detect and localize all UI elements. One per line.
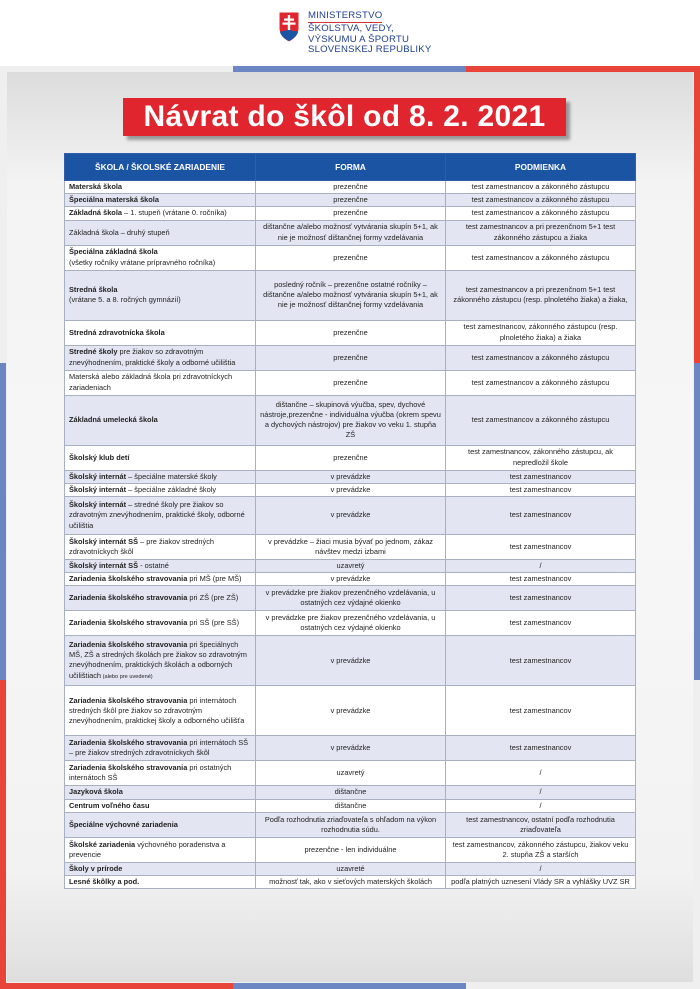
page-header [0, 0, 700, 66]
table-row [65, 736, 636, 761]
column-header-podmienka: PODMIENKA [446, 154, 636, 181]
cell-school: Materská alebo základná škola pri zdravotníckych zariadeniach [65, 370, 256, 395]
table-row [65, 837, 636, 862]
table-body [65, 181, 636, 889]
cell-podmienka: test zamestnancov a zákonného zástupcu [446, 245, 636, 270]
ministry-line-3: VÝSKUMU A ŠPORTU [308, 33, 410, 45]
cell-forma: prezenčne [256, 194, 446, 207]
column-header-school: ŠKOLA / ŠKOLSKÉ ZARIADENIE [65, 154, 256, 181]
cell-podmienka: podľa platných uznesení Vlády SR a vyhlášky UVZ SR [446, 876, 636, 889]
decor-bar-top-blue [233, 66, 466, 72]
decor-bar-right-red [694, 66, 700, 363]
table-row [65, 799, 636, 812]
table-row [65, 686, 636, 736]
ministry-logo [278, 11, 431, 56]
cell-podmienka: test zamestnancov, zákonného zástupcu (resp. plnoletého žiaka) a žiaka [446, 320, 636, 345]
table-header-row [65, 154, 636, 181]
cell-forma: prezenčne [256, 445, 446, 470]
cell-forma: v prevádzke [256, 686, 446, 736]
cell-school: Zariadenia školského stravovania pri MŠ (pre MŠ) [65, 573, 256, 586]
cell-school: Stredné školy pre žiakov so zdravotným znevýhodnením, praktické školy a odborné učilištia [65, 345, 256, 370]
cell-podmienka: test zamestnancov [446, 686, 636, 736]
table-row [65, 194, 636, 207]
cell-forma: prezenčne - len individuálne [256, 837, 446, 862]
cell-forma: uzavreté [256, 862, 446, 875]
table-row [65, 220, 636, 245]
cell-school: Školský internát SŠ – pre žiakov stredných zdravotníckych škôl [65, 535, 256, 560]
table-row [65, 535, 636, 560]
cell-podmienka: test zamestnancov a zákonného zástupcu [446, 194, 636, 207]
cell-school: Zariadenia školského stravovania pri špeciálnych MŠ, ZŠ a stredných školách pre žiakov so zdravotným znevýhodnením, praktických školách a odborných učilištiach (alebo pre uvedené) [65, 636, 256, 686]
cell-podmienka: test zamestnancov, zákonného zástupcu, žiakov veku 2. stupňa ZŠ a starších [446, 837, 636, 862]
cell-school: Stredná zdravotnícka škola [65, 320, 256, 345]
cell-school: Základná škola – 1. stupeň (vrátane 0. ročníka) [65, 207, 256, 220]
table-row [65, 560, 636, 573]
cell-forma: v prevádzke [256, 573, 446, 586]
cell-podmienka: test zamestnancov [446, 535, 636, 560]
cell-forma: v prevádzke – žiaci musia bývať po jednom, zákaz návštev medzi izbami [256, 535, 446, 560]
decor-bar-left-blue [0, 363, 6, 680]
table-row [65, 636, 636, 686]
cell-forma: dištančne [256, 799, 446, 812]
table-row [65, 445, 636, 470]
cell-forma: v prevádzke [256, 483, 446, 496]
cell-school: Špeciálna materská škola [65, 194, 256, 207]
cell-podmienka: test zamestnancov [446, 497, 636, 535]
cell-school: Materská škola [65, 181, 256, 194]
school-reopening-table [64, 153, 636, 889]
table-row [65, 586, 636, 611]
ministry-line-1: MINISTERSTVO [308, 11, 382, 23]
cell-podmienka: / [446, 799, 636, 812]
cell-podmienka: test zamestnancov, zákonného zástupcu, ak nepredložil škole [446, 445, 636, 470]
cell-forma: prezenčne [256, 245, 446, 270]
cell-school: Špeciálne výchovné zariadenia [65, 812, 256, 837]
cell-school: Špeciálna základná škola (všetky ročníky vrátane prípravného ročníka) [65, 245, 256, 270]
cell-podmienka: / [446, 761, 636, 786]
table-row [65, 207, 636, 220]
cell-forma: uzavretý [256, 761, 446, 786]
cell-forma: dištančne – skupinová výučba, spev, dychové nástroje,prezenčne - individuálna výučba (okrem spevu a dychových nástrojov) pre žiakov vo veku 1. stupňa ZŠ [256, 395, 446, 445]
table-row [65, 320, 636, 345]
cell-podmienka: / [446, 786, 636, 799]
cell-podmienka: test zamestnancov a zákonného zástupcu [446, 181, 636, 194]
cell-forma: prezenčne [256, 345, 446, 370]
cell-podmienka: test zamestnancov [446, 483, 636, 496]
cell-school: Školský internát – špeciálne materské školy [65, 470, 256, 483]
cell-podmienka: test zamestnancov a zákonného zástupcu [446, 207, 636, 220]
table-row [65, 483, 636, 496]
ministry-line-4: SLOVENSKEJ REPUBLIKY [308, 44, 432, 56]
table-row [65, 573, 636, 586]
cell-forma: prezenčne [256, 181, 446, 194]
cell-school: Lesné škôlky a pod. [65, 876, 256, 889]
table-row [65, 345, 636, 370]
cell-forma: posledný ročník – prezenčne ostatné ročníky – dištančne a/alebo možnosť vytvárania skupín 5+1, ak nie je možnosť dištančnej formy vzdelávania [256, 270, 446, 320]
cell-school: Školy v prírode [65, 862, 256, 875]
cell-school: Školský internát – špeciálne základné školy [65, 483, 256, 496]
ministry-name [308, 11, 431, 56]
cell-forma: prezenčne [256, 207, 446, 220]
cell-podmienka: test zamestnancov [446, 736, 636, 761]
cell-school: Zariadenia školského stravovania pri internátoch SŠ – pre žiakov stredných zdravotníckych škôl [65, 736, 256, 761]
decor-bar-top-red [466, 66, 700, 72]
page-title: Návrat do škôl od 8. 2. 2021 [143, 100, 546, 133]
decor-bar-right-blue [694, 363, 700, 680]
cell-school: Školský internát – stredné školy pre žiakov so zdravotným znevýhodnením, praktické školy, odborné učilištia [65, 497, 256, 535]
table-row [65, 470, 636, 483]
cell-school: Zariadenia školského stravovania pri ostatných internátoch SŠ [65, 761, 256, 786]
cell-school: Stredná škola (vrátane 5. a 8. ročných gymnázií) [65, 270, 256, 320]
table-row [65, 611, 636, 636]
page-title-banner [123, 98, 566, 136]
table-row [65, 245, 636, 270]
table-row [65, 812, 636, 837]
ministry-line-2: ŠKOLSTVA, VEDY, [308, 23, 394, 35]
cell-podmienka: test zamestnancov a zákonného zástupcu [446, 395, 636, 445]
cell-forma: prezenčne [256, 370, 446, 395]
cell-podmienka: test zamestnancov a zákonného zástupcu [446, 370, 636, 395]
cell-school: Základná umelecká škola [65, 395, 256, 445]
table-row [65, 761, 636, 786]
cell-podmienka: test zamestnancov a zákonného zástupcu [446, 345, 636, 370]
cell-forma: v prevádzke [256, 470, 446, 483]
cell-school: Školské zariadenia výchovného poradenstva a prevencie [65, 837, 256, 862]
cell-forma: Podľa rozhodnutia zriaďovateľa s ohľadom na výkon rozhodnutia súdu. [256, 812, 446, 837]
column-header-forma: FORMA [256, 154, 446, 181]
cell-school: Školský internát SŠ - ostatné [65, 560, 256, 573]
cell-school: Centrum voľného času [65, 799, 256, 812]
cell-podmienka: test zamestnancov a pri prezenčnom 5+1 test zákonného zástupcu (resp. plnoletého žiaka) a žiaka, [446, 270, 636, 320]
table-row [65, 786, 636, 799]
cell-forma: v prevádzke pre žiakov prezenčného vzdelávania, u ostatných cez výdajné okienko [256, 611, 446, 636]
cell-school: Zariadenia školského stravovania pri internátoch stredných škôl pre žiakov so zdravotným znevýhodnením, praktickej školy a odborného učilišťa [65, 686, 256, 736]
cell-podmienka: test zamestnancov [446, 470, 636, 483]
decor-bar-left-red [0, 680, 6, 989]
slovak-coat-of-arms-icon [278, 11, 300, 43]
cell-podmienka: test zamestnancov [446, 636, 636, 686]
cell-forma: v prevádzke pre žiakov prezenčného vzdelávania, u ostatných cez výdajné okienko [256, 586, 446, 611]
table-row [65, 181, 636, 194]
table-row [65, 497, 636, 535]
cell-podmienka: test zamestnancov [446, 586, 636, 611]
cell-forma: v prevádzke [256, 636, 446, 686]
cell-school: Jazyková škola [65, 786, 256, 799]
cell-forma: uzavretý [256, 560, 446, 573]
table-row [65, 395, 636, 445]
cell-forma: v prevádzke [256, 497, 446, 535]
cell-school: Zariadenia školského stravovania pri SŠ (pre SŠ) [65, 611, 256, 636]
cell-school: Zariadenia školského stravovania pri ZŠ (pre ZŠ) [65, 586, 256, 611]
cell-podmienka: test zamestnancov [446, 611, 636, 636]
decor-bar-bottom-blue [233, 983, 466, 989]
cell-forma: dištančne [256, 786, 446, 799]
cell-podmienka: test zamestnancov, ostatní podľa rozhodnutia zriaďovateľa [446, 812, 636, 837]
cell-podmienka: / [446, 862, 636, 875]
cell-forma: v prevádzke [256, 736, 446, 761]
cell-podmienka: test zamestnancov [446, 573, 636, 586]
decor-bar-bottom-red [0, 983, 233, 989]
cell-forma: prezenčne [256, 320, 446, 345]
cell-forma: dištančne a/alebo možnosť vytvárania skupín 5+1, ak nie je možnosť dištančnej formy vzdelávania [256, 220, 446, 245]
cell-school: Školský klub detí [65, 445, 256, 470]
table-row [65, 876, 636, 889]
cell-forma: možnosť tak, ako v sieťových materských školách [256, 876, 446, 889]
cell-podmienka: / [446, 560, 636, 573]
cell-podmienka: test zamestnancov a pri prezenčnom 5+1 test zákonného zástupcu a žiaka [446, 220, 636, 245]
cell-school: Základná škola – druhý stupeň [65, 220, 256, 245]
table-row [65, 862, 636, 875]
table-row [65, 270, 636, 320]
table-row [65, 370, 636, 395]
